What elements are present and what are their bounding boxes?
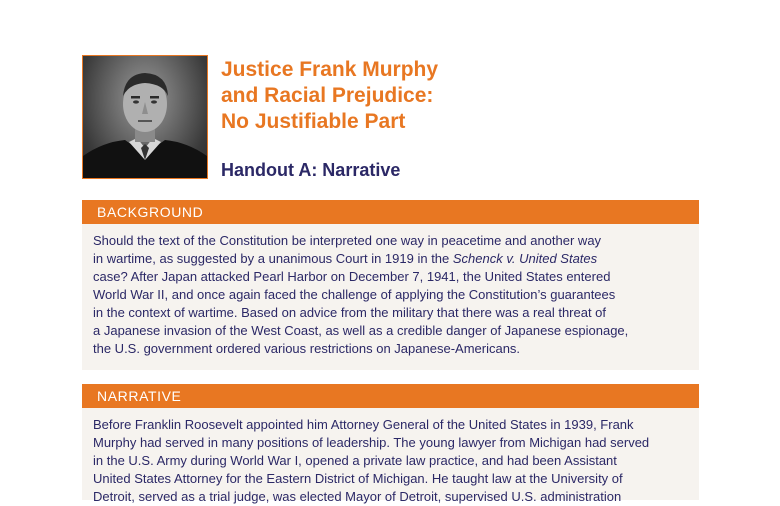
narrative-section-header: NARRATIVE [82,384,699,408]
title-line: Justice Frank Murphy [221,58,439,81]
handout-title [221,57,521,135]
paragraph-line: in the U.S. Army during World War I, opened a private law practice, and had been Assistant [93,453,617,468]
title-line: and Racial Prejudice: [221,84,434,107]
line-text: the U.S. government ordered various restrictions on Japanese-Americans. [93,341,521,356]
paragraph-line: United States Attorney for the Eastern District of Michigan. He taught law at the University of [93,471,623,486]
paragraph-line: Before Franklin Roosevelt appointed him Attorney General of the United States in 1939, Frank [93,417,634,432]
paragraph-line [93,304,689,322]
paragraph-line [93,250,689,268]
title-line: No Justifiable Part [221,110,406,133]
background-section-text [82,224,699,370]
paragraph-line [93,340,689,358]
line-text: Should the text of the Constitution be interpreted one way in peacetime and another way [93,233,602,248]
handout-subtitle: Handout A: Narrative [221,160,401,180]
narrative-paragraph [93,416,689,506]
background-paragraph [93,232,689,358]
line-text: in the context of wartime. Based on advice from the military that there was a real threat of [93,305,607,320]
paragraph-line: Murphy had served in many positions of leadership. The young lawyer from Michigan had served [93,435,650,450]
portrait-photo [82,55,208,179]
paragraph-line [93,286,689,304]
case-name-italic: Schenck v. United States [452,251,598,266]
portrait-illustration [83,56,207,178]
paragraph-line [93,322,689,340]
narrative-section-text [82,408,699,504]
paragraph-line: Detroit, served as a trial judge, was elected Mayor of Detroit, supervised U.S. administration [93,489,622,504]
paragraph-line [93,232,689,250]
paragraph-line [93,268,689,286]
line-text: case? After Japan attacked Pearl Harbor on December 7, 1941, the United States entered [93,269,611,284]
line-text: World War II, and once again faced the challenge of applying the Constitution’s guarantees [93,287,616,302]
background-section-header: BACKGROUND [82,200,699,224]
line-text: in wartime, as suggested by a unanimous Court in 1919 in the [93,251,453,266]
line-text: a Japanese invasion of the West Coast, as well as a credible danger of Japanese espionage, [93,323,629,338]
